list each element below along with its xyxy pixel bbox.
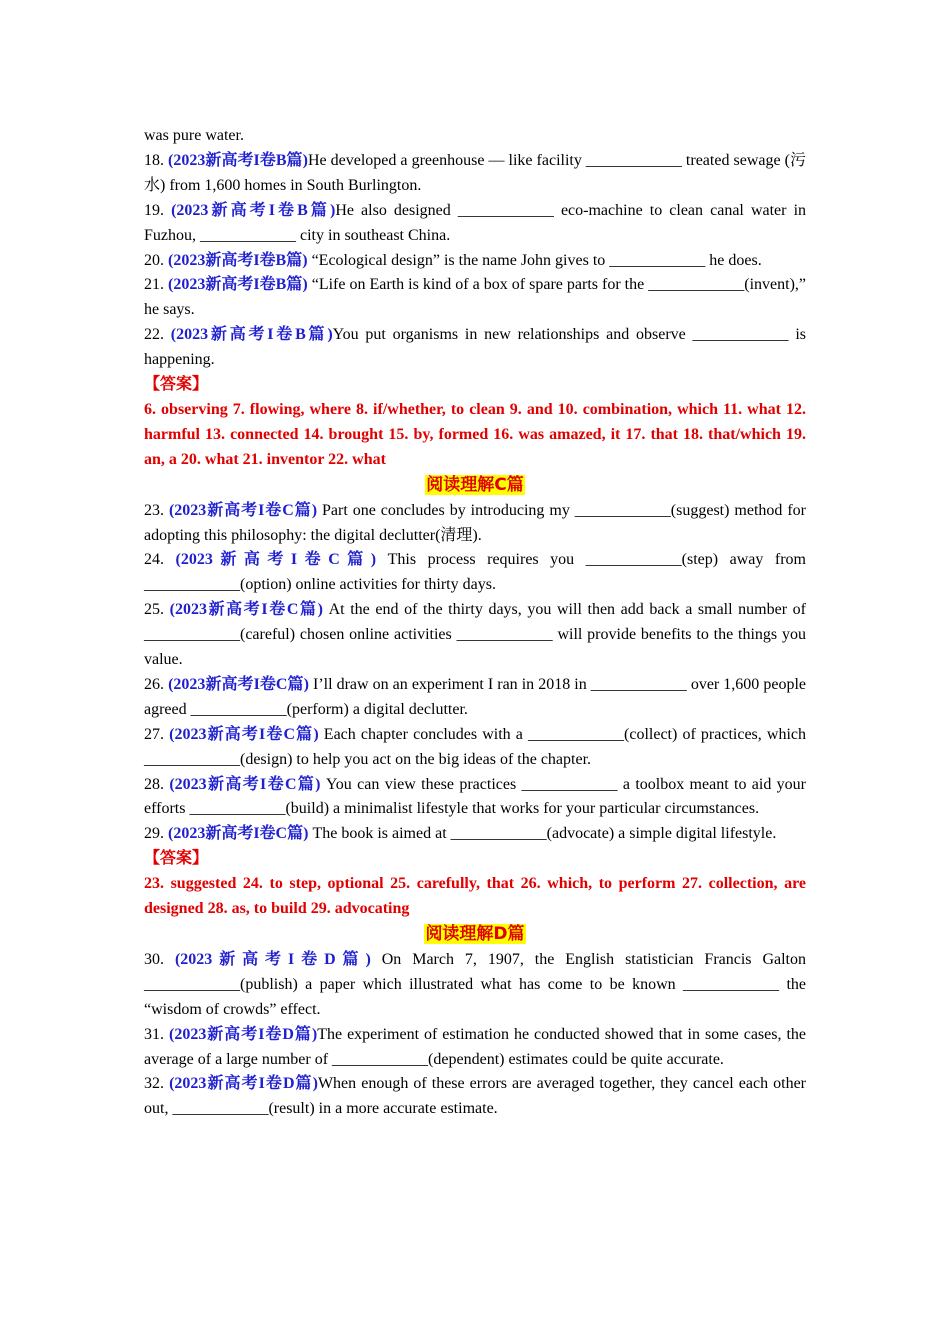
question-source: (2023新高考I卷B篇) bbox=[168, 276, 308, 294]
question-source: (2023新高考I卷B篇) bbox=[170, 326, 333, 344]
question-30 bbox=[144, 948, 806, 1023]
answers-section-c: 23. suggested 24. to step, optional 25. carefully, that 26. which, to perform 27. collection, are designed 28. as, to build 29. advocating bbox=[144, 875, 806, 918]
question-32 bbox=[144, 1072, 806, 1122]
question-text: When enough of these errors are averaged together, they cancel each other out, ____________(result) in a more accurate estimate. bbox=[144, 1075, 806, 1118]
question-29 bbox=[144, 822, 806, 847]
question-text: You put organisms in new relationships and observe ____________ is happening. bbox=[144, 326, 807, 369]
question-number: 25. bbox=[144, 601, 164, 619]
question-source: (2023新高考I卷C篇) bbox=[168, 501, 318, 519]
question-number: 26. bbox=[144, 675, 164, 693]
question-number: 20. bbox=[144, 251, 164, 269]
question-number: 19. bbox=[144, 201, 164, 219]
question-number: 27. bbox=[144, 725, 164, 743]
section-c-heading bbox=[144, 473, 806, 499]
document-page bbox=[144, 124, 806, 1122]
question-number: 32. bbox=[144, 1075, 164, 1093]
section-c-title: 阅读理解C篇 bbox=[426, 474, 524, 495]
question-number: 30. bbox=[144, 950, 164, 968]
question-number: 28. bbox=[144, 775, 164, 793]
question-source: (2023新高考I卷B篇) bbox=[168, 251, 308, 269]
question-number: 21. bbox=[144, 276, 164, 294]
question-source: (2023新高考I卷C篇) bbox=[169, 725, 319, 743]
question-text: This process requires you ____________(step) away from ____________(option) online activities for thirty days. bbox=[144, 551, 807, 594]
question-text: You can view these practices ____________ a toolbox meant to aid your efforts ____________(build) a minimalist lifestyle that works for your particular circumstances. bbox=[144, 775, 806, 818]
question-text: “Life on Earth is kind of a box of spare parts for the ____________(invent),” he says. bbox=[144, 276, 806, 319]
question-number: 23. bbox=[144, 501, 164, 519]
question-19 bbox=[144, 199, 806, 249]
answers-section-b: 6. observing 7. flowing, where 8. if/whether, to clean 9. and 10. combination, which 11. what 12. harmful 13. connected 14. brought 15. by, formed 16. was amazed, it 17. that 18. that/which 19. an, a 20. what 21. inventor 22. what bbox=[144, 400, 806, 468]
question-text: The book is aimed at ____________(advocate) a simple digital lifestyle. bbox=[308, 825, 777, 843]
question-source: (2023新高考I卷C篇) bbox=[168, 675, 309, 693]
section-b-questions bbox=[144, 149, 806, 373]
question-21 bbox=[144, 273, 806, 323]
question-number: 29. bbox=[144, 825, 164, 843]
question-28 bbox=[144, 773, 806, 823]
question-number: 31. bbox=[144, 1025, 164, 1043]
question-source: (2023新高考I卷D篇) bbox=[169, 1075, 318, 1093]
question-source: (2023新高考I卷C篇) bbox=[168, 825, 309, 843]
section-c-questions bbox=[144, 499, 806, 848]
question-number: 24. bbox=[144, 551, 164, 569]
question-text: Part one concludes by introducing my ____________(suggest) method for adopting this philosophy: the digital declutter(清理). bbox=[144, 501, 807, 544]
question-source: (2023新高考I卷D篇) bbox=[168, 1025, 318, 1043]
question-number: 18. bbox=[144, 151, 164, 169]
question-23 bbox=[144, 499, 806, 549]
question-text: He also designed ____________ eco-machine to clean canal water in Fuzhou, ____________ city in southeast China. bbox=[144, 201, 807, 244]
question-number: 22. bbox=[144, 326, 164, 344]
question-source: (2023新高考I卷D篇) bbox=[174, 950, 371, 968]
question-24 bbox=[144, 548, 806, 598]
question-31 bbox=[144, 1023, 806, 1073]
question-source: (2023新高考I卷C篇) bbox=[169, 601, 323, 619]
question-20 bbox=[144, 249, 806, 274]
section-d-heading bbox=[144, 922, 806, 948]
question-26 bbox=[144, 673, 806, 723]
answer-label: 【答案】 bbox=[144, 850, 209, 868]
question-text: At the end of the thirty days, you will then add back a small number of ____________(careful) chosen online activities ____________ will provide benefits to the things you value. bbox=[144, 601, 806, 669]
question-source: (2023新高考I卷B篇) bbox=[168, 151, 308, 169]
answer-label: 【答案】 bbox=[144, 376, 209, 394]
section-d-questions bbox=[144, 948, 806, 1122]
question-source: (2023新高考I卷C篇) bbox=[175, 551, 377, 569]
question-25 bbox=[144, 598, 806, 673]
section-d-title: 阅读理解D篇 bbox=[425, 924, 525, 944]
question-text: I’ll draw on an experiment I ran in 2018 in ____________ over 1,600 people agreed ____________(perform) a digital declutter. bbox=[144, 675, 807, 718]
question-text: He developed a greenhouse — like facility ____________ treated sewage (污水) from 1,600 homes in South Burlington. bbox=[144, 151, 806, 194]
question-22 bbox=[144, 323, 806, 373]
question-18 bbox=[144, 149, 806, 199]
question-source: (2023新高考I卷B篇) bbox=[171, 201, 336, 219]
question-27 bbox=[144, 723, 806, 773]
question-text: Each chapter concludes with a ____________(collect) of practices, which ____________(design) to help you act on the big ideas of the chapter. bbox=[144, 725, 807, 768]
lead-line: was pure water. bbox=[144, 127, 244, 144]
question-text: “Ecological design” is the name John gives to ____________ he does. bbox=[307, 251, 762, 269]
question-text: On March 7, 1907, the English statistician Francis Galton ____________(publish) a paper which illustrated what has come to be known ____________ the “wisdom of crowds” effect. bbox=[144, 950, 806, 1018]
question-source: (2023新高考I卷C篇) bbox=[169, 775, 321, 793]
question-text: The experiment of estimation he conducted showed that in some cases, the average of a large number of ____________(dependent) estimates could be quite accurate. bbox=[144, 1025, 807, 1068]
